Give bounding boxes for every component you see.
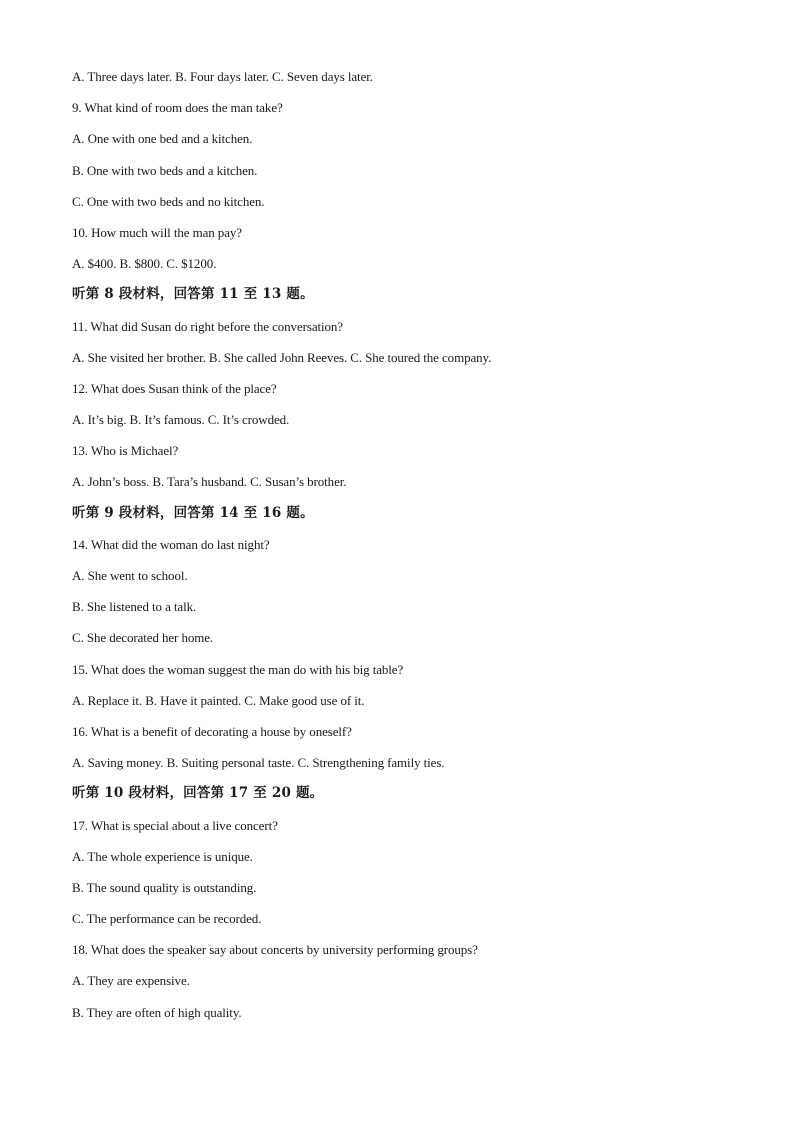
- question-9: 9. What kind of room does the man take?: [72, 100, 283, 116]
- option-line: C. One with two beds and no kitchen.: [72, 193, 265, 209]
- option-line: A. John’s boss. B. Tara’s husband. C. Susan’s brother.: [72, 474, 347, 490]
- question-14: 14. What did the woman do last night?: [72, 536, 270, 552]
- option-line: A. It’s big. B. It’s famous. C. It’s crowded.: [72, 412, 290, 428]
- option-line: A. She visited her brother. B. She called John Reeves. C. She toured the company.: [72, 349, 492, 365]
- section-heading: 听第 10 段材料，回答第 17 至 20 题。: [72, 785, 324, 802]
- option-line: A. They are expensive.: [72, 973, 190, 989]
- option-line: B. One with two beds and a kitchen.: [72, 162, 258, 178]
- question-15: 15. What does the woman suggest the man do with his big table?: [72, 661, 404, 677]
- option-line: A. The whole experience is unique.: [72, 848, 253, 864]
- option-line: C. She decorated her home.: [72, 630, 214, 646]
- question-10: 10. How much will the man pay?: [72, 224, 242, 240]
- question-17: 17. What is special about a live concert?: [72, 817, 278, 833]
- option-line: C. The performance can be recorded.: [72, 911, 262, 927]
- question-13: 13. Who is Michael?: [72, 443, 179, 459]
- option-line: A. Saving money. B. Suiting personal taste. C. Strengthening family ties.: [72, 755, 445, 771]
- option-line: B. The sound quality is outstanding.: [72, 879, 257, 895]
- option-line: B. They are often of high quality.: [72, 1004, 242, 1020]
- option-line: A. $400. B. $800. C. $1200.: [72, 256, 217, 272]
- option-line: A. One with one bed and a kitchen.: [72, 131, 253, 147]
- document-page: [72, 61, 752, 1028]
- option-line: A. Three days later. B. Four days later. C. Seven days later.: [72, 69, 373, 84]
- option-line: A. She went to school.: [72, 568, 188, 583]
- question-12: 12. What does Susan think of the place?: [72, 380, 277, 396]
- question-18: 18. What does the speaker say about concerts by university performing groups?: [72, 942, 478, 958]
- option-line: B. She listened to a talk.: [72, 599, 197, 615]
- option-line: A. Replace it. B. Have it painted. C. Make good use of it.: [72, 692, 365, 708]
- section-heading: 听第 9 段材料，回答第 14 至 16 题。: [72, 504, 314, 521]
- question-16: 16. What is a benefit of decorating a house by oneself?: [72, 723, 352, 739]
- section-heading: 听第 8 段材料，回答第 11 至 13 题。: [72, 286, 314, 303]
- question-11: 11. What did Susan do right before the conversation?: [72, 318, 343, 334]
